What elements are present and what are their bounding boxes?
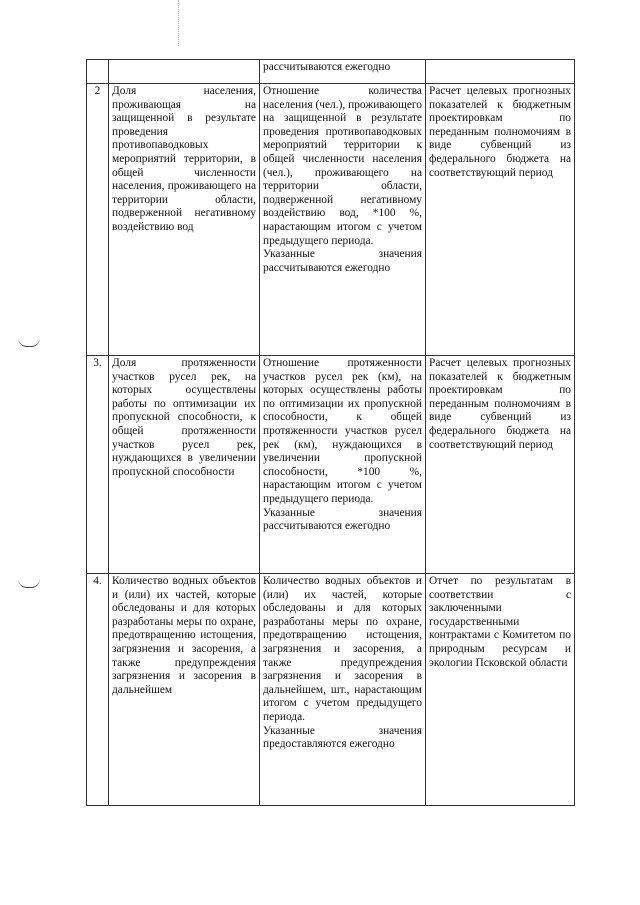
source-cell [426, 60, 575, 84]
method-cell [260, 574, 426, 806]
scan-margin-mark [18, 579, 40, 588]
row-number [87, 60, 109, 84]
method-text: Отношение количества населения (чел.), проживающего на защищенной в результате проведения противопаводковых мероприятий территории к общей численности населения (чел.), проживающего на территории области, подверженной негативному воздействию вод, *100 %, нарастающим итогом с учетом предыдущего периода. [263, 85, 422, 247]
method-cell [260, 60, 426, 84]
method-note: Указанные значения предоставляются ежегодно [263, 724, 422, 751]
table-row [87, 84, 575, 356]
indicator-cell: Количество водных объектов и (или) их частей, которые обследованы и для которых разработаны меры по охране, предотвращению истощения, загрязнения и засорения, а также предупреждения загрязнения и засорения в дальнейшем [109, 574, 260, 806]
table-row [87, 60, 575, 84]
method-text: Отношение протяженности участков русел рек (км), на которых осуществлены работы по оптимизации их пропускной способности, к общей протяженности участков русел рек (км), нуждающихся в увеличении пропускной способности, *100 %, нарастающим итогом с учетом предыдущего периода. [263, 357, 422, 505]
row-number: 4. [87, 574, 109, 806]
method-cell [260, 84, 426, 356]
source-cell: Расчет целевых прогнозных показателей к бюджетным проектировкам по переданным полномочиям в виде субвенций из федерального бюджета на соответствующий период [426, 356, 575, 574]
table-row [87, 356, 575, 574]
source-cell: Отчет по результатам в соответствии с заключенными государственными контрактами с Комитетом по природным ресурсам и экологии Псковской области [426, 574, 575, 806]
source-cell: Расчет целевых прогнозных показателей к бюджетным проектировкам по переданным полномочиям в виде субвенций из федерального бюджета на соответствующий период [426, 84, 575, 356]
method-text: рассчитываются ежегодно [263, 61, 391, 73]
scan-margin-mark [18, 338, 40, 347]
indicators-table [86, 59, 575, 806]
table-row [87, 574, 575, 806]
method-text: Количество водных объектов и (или) их частей, которые обследованы и для которых разработаны меры по охране, предотвращению истощения, загрязнения и засорения, а также предупреждения загрязнения и засорения в дальнейшем, шт., нарастающим итогом с учетом предыдущего периода. [263, 575, 422, 723]
method-note: Указанные значения рассчитываются ежегодно [263, 506, 422, 533]
method-note: Указанные значения рассчитываются ежегодно [263, 248, 422, 274]
indicator-cell [109, 60, 260, 84]
indicator-cell: Доля населения, проживающая на защищенной в результате проведения противопаводковых мероприятий территории, в общей численности населения, проживающего на территории области, подверженной негативному воздействию вод [109, 84, 260, 356]
indicator-cell: Доля протяженности участков русел рек, на которых осуществлены работы по оптимизации их пропускной способности, к общей протяженности участков русел рек, нуждающихся в увеличении пропускной способности [109, 356, 260, 574]
row-number: 2 [87, 84, 109, 356]
row-number: 3. [87, 356, 109, 574]
method-cell [260, 356, 426, 574]
scan-artifact-dots [178, 0, 180, 46]
